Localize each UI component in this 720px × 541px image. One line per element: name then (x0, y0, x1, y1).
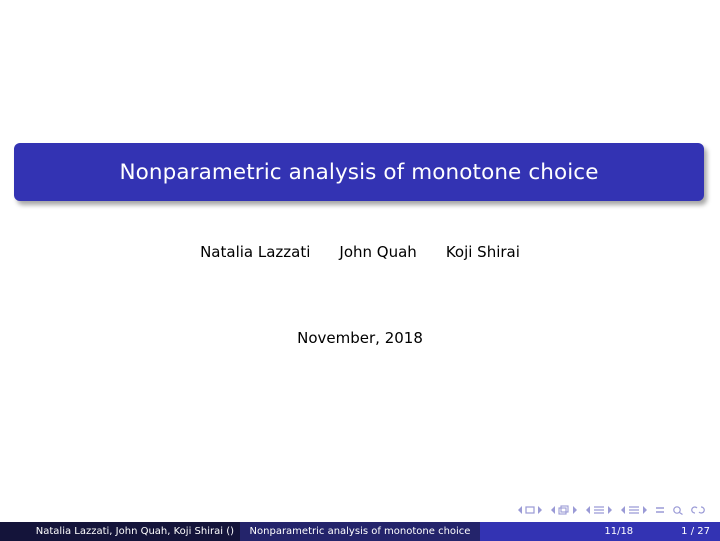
section-right-icon[interactable] (642, 505, 648, 515)
search-icon[interactable] (672, 505, 684, 515)
frame-left-icon[interactable] (517, 505, 523, 515)
frame-right-icon[interactable] (537, 505, 543, 515)
author-3: Koji Shirai (445, 243, 520, 261)
section-left-icon[interactable] (620, 505, 626, 515)
navigation-bar (517, 505, 705, 515)
footer-authors-text: Natalia Lazzati, John Quah, Koji Shirai () (35, 526, 234, 537)
author-2: John Quah (339, 243, 417, 261)
subsection-left-icon[interactable] (550, 505, 556, 515)
slide-date: November, 2018 (297, 329, 423, 347)
footer-title-text: Nonparametric analysis of monotone choice (249, 526, 471, 537)
section-left-icon[interactable] (585, 505, 591, 515)
section-icon[interactable] (628, 505, 640, 515)
footer-date: 11/18 (604, 526, 634, 537)
footer-bar (0, 522, 720, 541)
section-icon[interactable] (593, 505, 605, 515)
section-right-icon[interactable] (607, 505, 613, 515)
align-icon[interactable] (655, 505, 665, 515)
author-1: Natalia Lazzati (200, 243, 311, 261)
frame-icon[interactable] (525, 505, 535, 515)
subsection-icon[interactable] (558, 505, 570, 515)
subsection-right-icon[interactable] (572, 505, 578, 515)
footer-info (480, 522, 720, 541)
footer-title (240, 522, 480, 541)
footer-page-number: 1 / 27 (681, 526, 710, 537)
slide-title: Nonparametric analysis of monotone choice (119, 159, 599, 185)
title-box (14, 143, 704, 201)
footer-authors (0, 522, 240, 541)
author-list (0, 243, 720, 261)
back-forward-icon[interactable] (691, 505, 705, 515)
